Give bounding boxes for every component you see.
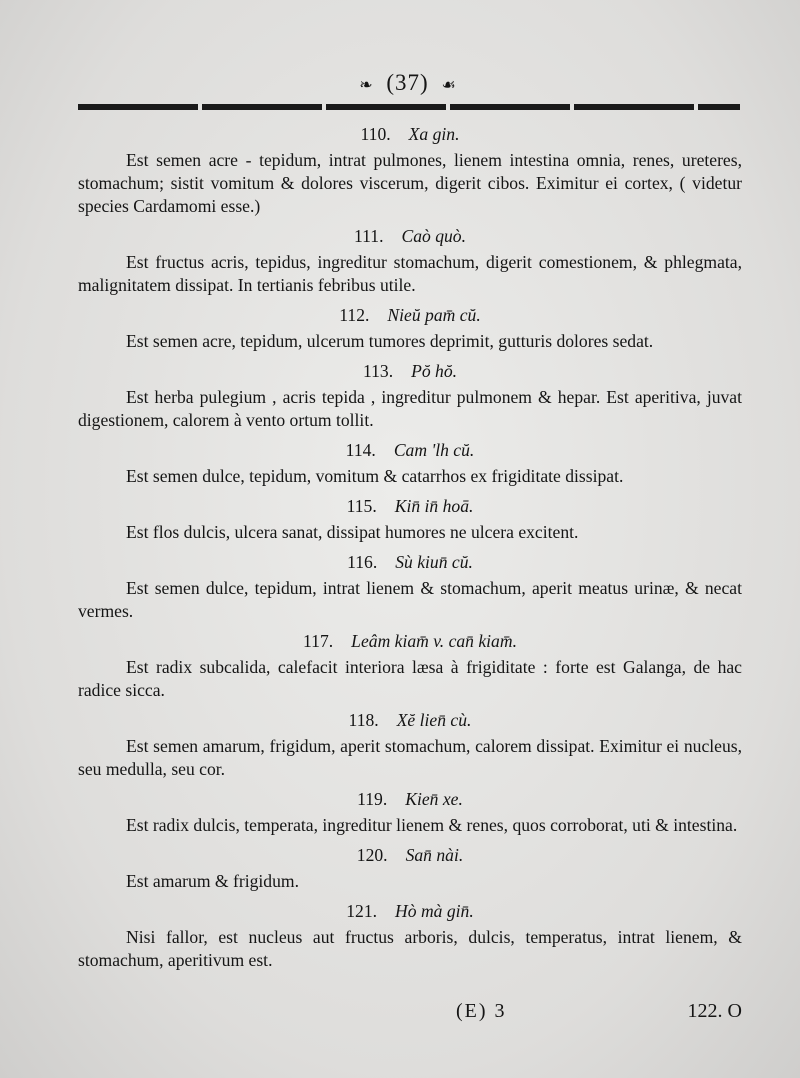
entry: [78, 303, 742, 353]
entry-name: Leâm kiam̄ v. can̄ kiam̄.: [351, 631, 517, 651]
entry: [78, 494, 742, 544]
entry-number: 115.: [346, 496, 377, 516]
entry-number: 112.: [339, 305, 370, 325]
entry-title: [78, 122, 742, 146]
entry-title: [78, 224, 742, 248]
entry: [78, 438, 742, 488]
entry-title: [78, 899, 742, 923]
entry-name: Xa gin.: [408, 124, 460, 144]
entry-text: Est fructus acris, tepidus, ingreditur stomachum, digerit comestionem, & phlegmata, malignitatem dissipat. In tertianis febribus utile.: [78, 252, 742, 295]
entry-title: [78, 708, 742, 732]
entry-title: [78, 629, 742, 653]
entry-text: Est semen dulce, tepidum, intrat lienem & stomachum, aperit meatus urinæ, & necat vermes.: [78, 578, 742, 621]
entry-name: Nieŭ pam̄ cŭ.: [387, 305, 481, 325]
entry-name: Xĕ lien̄ cù.: [396, 710, 472, 730]
entry-text: Nisi fallor, est nucleus aut fructus arboris, dulcis, temperatus, intrat lienem, & stomachum, aperitivum est.: [78, 927, 742, 970]
entry-title: [78, 843, 742, 867]
entry-number: 118.: [348, 710, 379, 730]
entry-number: 111.: [353, 226, 384, 246]
entry-number: 116.: [347, 552, 378, 572]
page-number: (37): [386, 70, 429, 95]
signature-mark: (E) 3: [456, 1000, 507, 1022]
entry: [78, 708, 742, 781]
entry-title: [78, 303, 742, 327]
entry-name: Pŏ hŏ.: [411, 361, 458, 381]
entry-number: 117.: [303, 631, 334, 651]
entry: [78, 550, 742, 623]
entry-number: 114.: [345, 440, 376, 460]
page-footer: [78, 1000, 742, 1028]
entry-title: [78, 494, 742, 518]
entry: [78, 122, 742, 218]
header-rule: [78, 104, 740, 110]
ornament-right-icon: ☙: [441, 76, 457, 94]
entry-text: Est radix dulcis, temperata, ingreditur lienem & renes, quos corroborat, uti & intestina.: [126, 815, 738, 835]
entry: [78, 629, 742, 702]
entry-title: [78, 438, 742, 462]
entry-name: Sù kiun̄ cŭ.: [395, 552, 473, 572]
entry-number: 110.: [360, 124, 391, 144]
entry-number: 113.: [362, 361, 394, 381]
catchword: 122. O: [687, 1000, 742, 1022]
ornament-left-icon: ❧: [359, 76, 374, 94]
page-header: [78, 70, 738, 100]
entry: [78, 359, 742, 432]
entry-text: Est semen acre, tepidum, ulcerum tumores deprimit, gutturis dolores sedat.: [126, 331, 654, 351]
entry-name: Kin̄ in̄ hoā.: [394, 496, 474, 516]
entry: [78, 224, 742, 297]
entry-number: 119.: [357, 789, 388, 809]
entry: [78, 843, 742, 893]
entry-name: Hò mà gin̄.: [395, 901, 474, 921]
entry-text: Est semen acre - tepidum, intrat pulmones, lienem intestina omnia, renes, ureteres, stomachum; sistit vomitum & dolores viscerum, digerit cibos. Eximitur ei cortex, ( videtur species Cardamomi esse.): [78, 150, 742, 216]
entry-title: [78, 787, 742, 811]
entry-title: [78, 550, 742, 574]
entry-text: Est herba pulegium , acris tepida , ingreditur pulmonem & hepar. Est aperitiva, juvat digestionem, calorem à vento ortum tollit.: [78, 387, 742, 430]
entries-list: [78, 116, 742, 972]
entry-number: 121.: [346, 901, 378, 921]
entry-text: Est amarum & frigidum.: [126, 871, 299, 891]
entry-text: Est semen dulce, tepidum, vomitum & catarrhos ex frigiditate dissipat.: [126, 466, 624, 486]
entry-text: Est flos dulcis, ulcera sanat, dissipat humores ne ulcera excitent.: [126, 522, 579, 542]
entry-name: Cam 'lh cŭ.: [393, 440, 475, 460]
entry-number: 120.: [356, 845, 388, 865]
entry: [78, 899, 742, 972]
entry-text: Est semen amarum, frigidum, aperit stomachum, calorem dissipat. Eximitur ei nucleus, seu medulla, seu cor.: [78, 736, 742, 779]
entry-name: San̄ nài.: [405, 845, 464, 865]
entry-name: Kien̄ xe.: [405, 789, 463, 809]
entry-text: Est radix subcalida, calefacit interiora læsa à frigiditate : forte est Galanga, de hac radice sicca.: [78, 657, 742, 700]
entry: [78, 787, 742, 837]
entry-title: [78, 359, 742, 383]
entry-name: Caò quò.: [401, 226, 466, 246]
